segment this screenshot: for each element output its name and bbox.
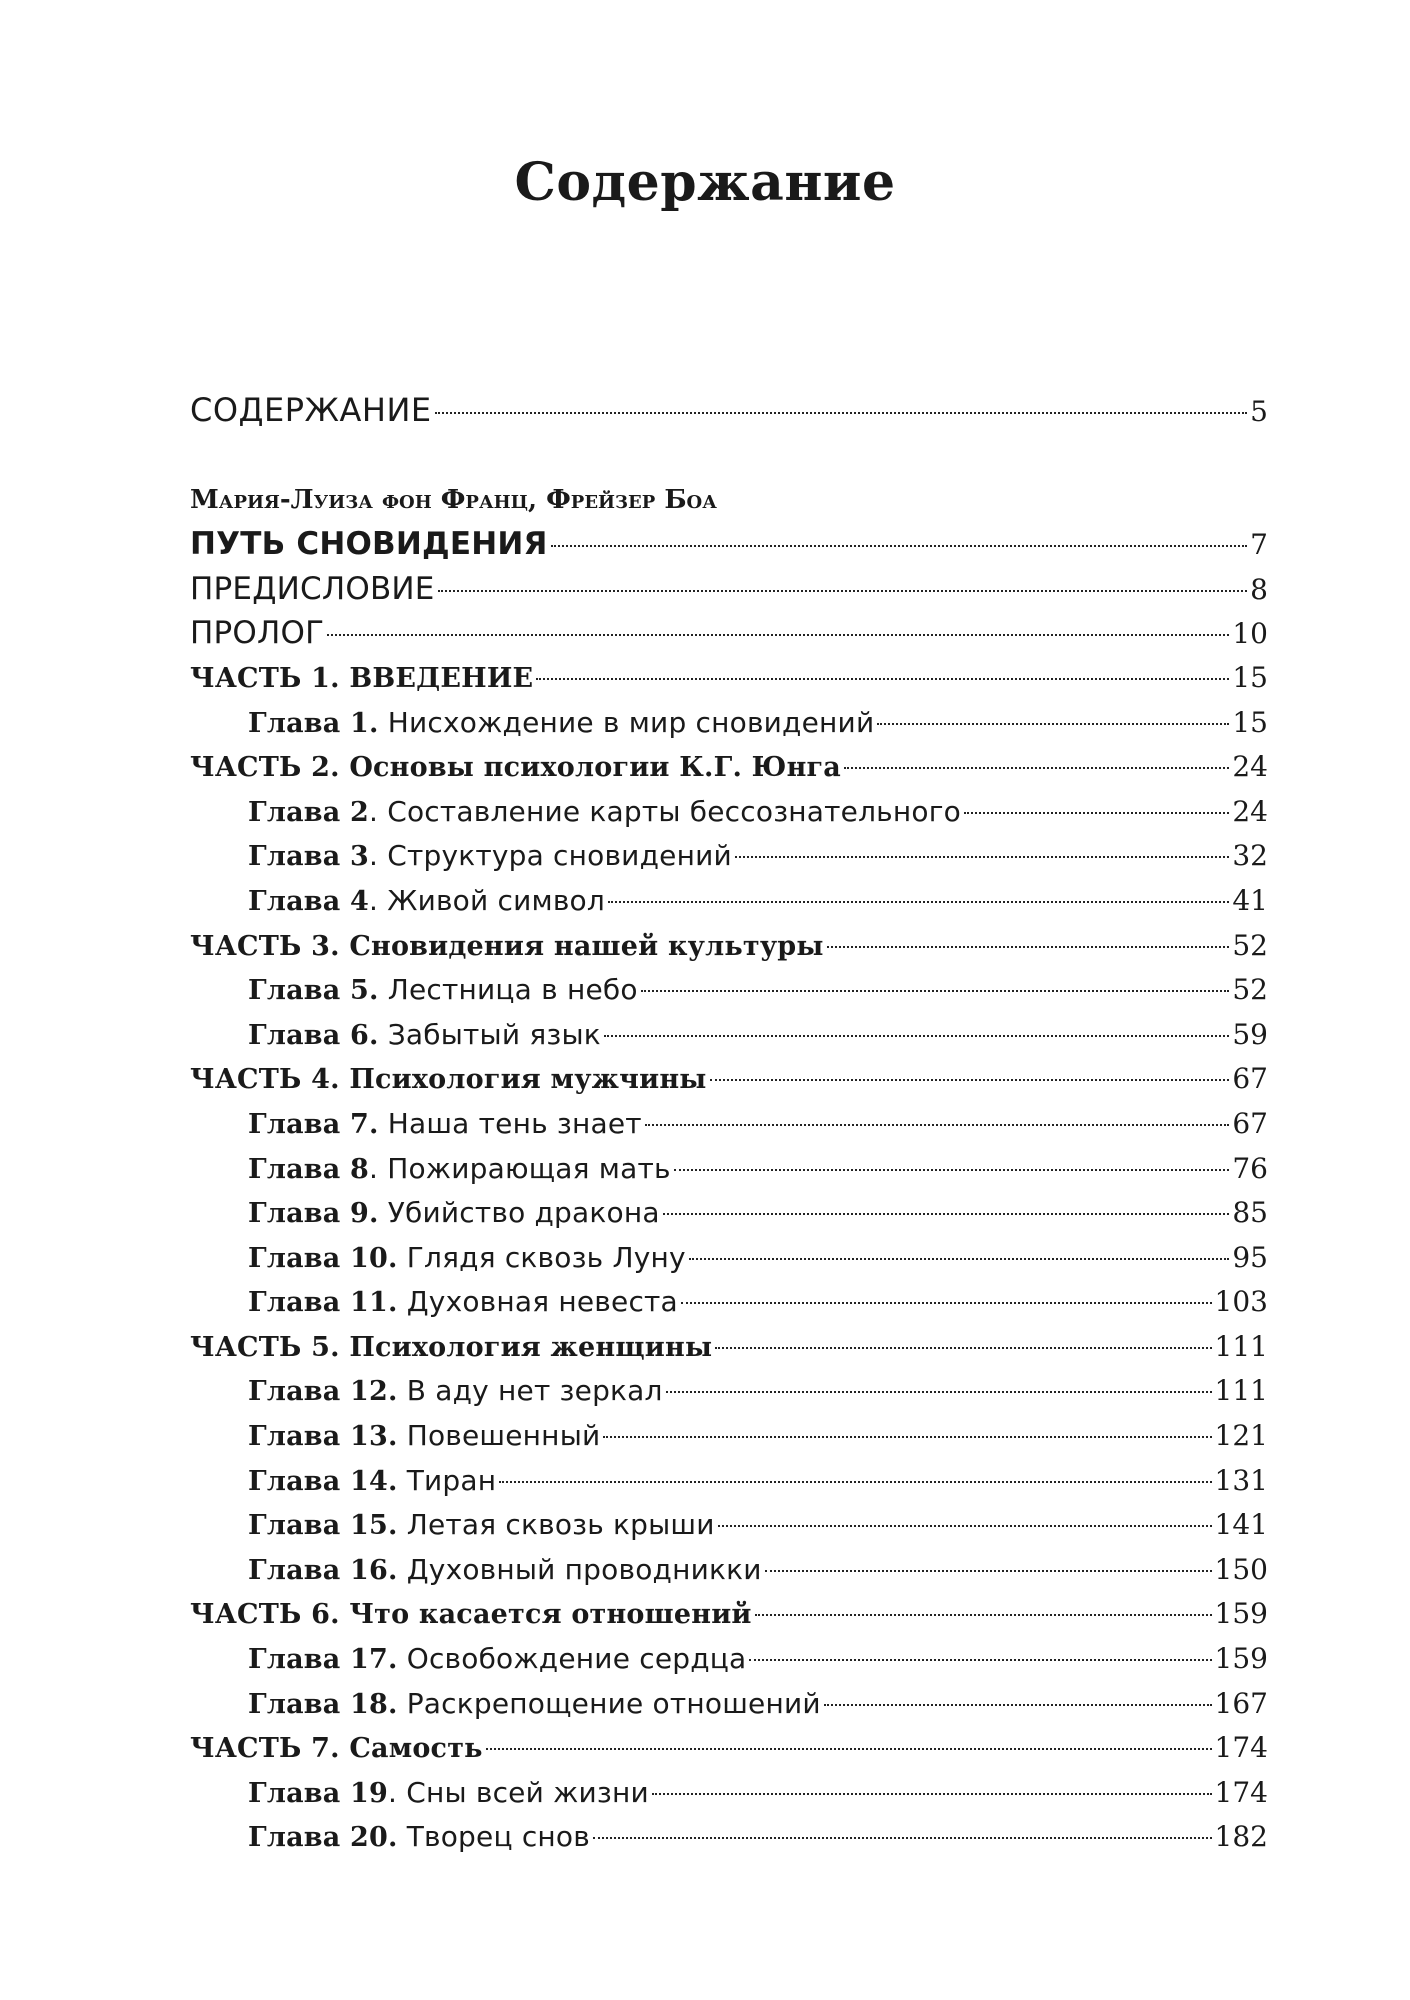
chapter-name: Духовный проводникки [406,1552,762,1586]
toc-entry-page: 174 [1214,1731,1268,1765]
part-name: Психология мужчины [349,1064,707,1096]
toc-entry-page: 121 [1214,1419,1268,1453]
chapter-name: Раскрепощение отношений [406,1686,821,1720]
toc-chapter-entry[interactable] [190,701,1268,746]
chapter-number: Глава 16. [248,1554,398,1586]
part-name: Сновидения нашей культуры [349,930,824,962]
dot-leader [755,1614,1212,1616]
toc-part-entry[interactable] [190,1325,1268,1370]
toc-entry-page: 95 [1232,1240,1268,1274]
toc-entry-page: 5 [1250,395,1268,428]
dot-leader [536,678,1229,680]
chapter-name: . Сны всей жизни [388,1775,649,1809]
part-number: ЧАСТЬ 6. [190,1599,340,1631]
toc-entry-label: СОДЕРЖАНИЕ [190,391,432,429]
toc-entry-page: 111 [1214,1329,1268,1363]
chapter-name: Забытый язык [387,1017,601,1051]
chapter-name: . Структура сновидений [369,839,732,873]
toc-entry-page: 24 [1232,794,1268,828]
toc-chapter-entry[interactable] [190,1236,1268,1281]
dot-leader [435,412,1248,414]
toc-entry-page: 24 [1232,750,1268,784]
dot-leader [663,1213,1230,1215]
chapter-name: Глядя сквозь Луну [406,1240,686,1274]
chapter-name: Лестница в небо [387,973,638,1007]
chapter-number: Глава 13. [248,1421,398,1453]
part-number: ЧАСТЬ 3. [190,930,340,962]
part-number: ЧАСТЬ 7. [190,1733,340,1765]
dot-leader [438,590,1248,592]
toc-entry-page: 174 [1214,1775,1268,1809]
toc-chapter-entry[interactable] [190,1771,1268,1816]
toc-chapter-label [248,1815,590,1861]
chapter-number: Глава 6. [248,1019,379,1051]
chapter-number: Глава 7. [248,1108,379,1140]
toc-entry-label: ПУТЬ СНОВИДЕНИЯ [190,526,548,563]
toc-chapter-label [248,1013,601,1059]
toc-entry-page: 10 [1232,617,1268,651]
toc-entry-prologue[interactable] [190,611,1268,656]
dot-leader [689,1258,1230,1260]
dot-leader [824,1704,1212,1706]
toc-entry-page: 52 [1232,973,1268,1007]
toc-chapter-label [248,834,732,880]
author-line: Мария-Луиза фон Франц, Фрейзер Боа [190,484,717,515]
toc-entry-page: 159 [1214,1642,1268,1676]
chapter-name: Убийство дракона [387,1196,660,1230]
toc-part-entry[interactable] [190,1592,1268,1637]
toc-chapter-label [248,1414,600,1460]
dot-leader [641,990,1230,992]
toc-chapter-entry[interactable] [190,1637,1268,1682]
toc-entry-page: 15 [1232,705,1268,739]
chapter-name: Освобождение сердца [406,1642,747,1676]
chapter-number: Глава 11. [248,1287,398,1319]
chapter-number: Глава 12. [248,1376,398,1408]
toc-entry-page: 8 [1250,572,1268,606]
toc-chapter-entry[interactable] [190,968,1268,1013]
parts-list [190,656,1268,1860]
toc-entry-page: 141 [1214,1508,1268,1542]
toc-part-label [190,1593,752,1638]
toc-chapter-label [248,1459,496,1505]
toc-part-label [190,1727,483,1772]
dot-leader [603,1436,1211,1438]
chapter-number: Глава 15. [248,1510,398,1542]
chapter-number: Глава 10. [248,1242,398,1274]
toc-part-entry[interactable] [190,745,1268,790]
dot-leader [604,1035,1229,1037]
chapter-name: В аду нет зеркал [406,1374,663,1408]
toc-chapter-entry[interactable] [190,1147,1268,1192]
toc-chapter-entry[interactable] [190,1548,1268,1593]
toc-chapter-entry[interactable] [190,1280,1268,1325]
dot-leader [715,1347,1211,1349]
part-name: Самость [349,1733,483,1765]
toc-part-entry[interactable] [190,1726,1268,1771]
part-name: Основы психологии К.Г. Юнга [349,752,842,784]
toc-chapter-entry[interactable] [190,1503,1268,1548]
dot-leader [710,1079,1230,1081]
toc-part-label [190,657,533,702]
chapter-name: Нисхождение в мир сновидений [387,705,875,739]
chapter-number: Глава 17. [248,1644,398,1676]
toc-entry-page: 41 [1232,883,1268,917]
toc-chapter-entry[interactable] [190,790,1268,835]
dot-leader [877,723,1229,725]
chapter-number: Глава 8 [248,1153,370,1185]
toc-chapter-label [248,1682,821,1728]
toc-chapter-entry[interactable] [190,1102,1268,1147]
toc-entry-page: 85 [1232,1196,1268,1230]
dot-leader [827,946,1230,948]
toc-chapter-entry[interactable] [190,1013,1268,1058]
part-number: ЧАСТЬ 2. [190,752,340,784]
toc-entry-page: 32 [1232,839,1268,873]
chapter-number: Глава 1. [248,707,379,739]
dot-leader [551,545,1248,547]
chapter-name: . Составление карты бессознательного [369,794,961,828]
toc-chapter-label [248,701,874,747]
dot-leader [681,1302,1212,1304]
part-name: Что касается отношений [349,1599,752,1631]
chapter-name: Духовная невеста [406,1285,678,1319]
toc-chapter-label [248,1771,649,1817]
chapter-name: Летая сквозь крыши [406,1508,715,1542]
toc-entry-page: 67 [1232,1106,1268,1140]
toc-entry-page: 167 [1214,1686,1268,1720]
toc-entry-page: 131 [1214,1463,1268,1497]
toc-entry-label: ПРЕДИСЛОВИЕ [190,570,435,607]
toc-entry-page: 111 [1214,1374,1268,1408]
chapter-name: Творец снов [406,1820,590,1854]
dot-leader [735,856,1229,858]
dot-leader [964,812,1229,814]
toc-chapter-entry[interactable] [190,1191,1268,1236]
toc-entry-book-title[interactable] [190,522,1268,567]
toc-chapter-label [248,1503,715,1549]
dot-leader [645,1124,1230,1126]
chapter-name: Повешенный [406,1419,601,1453]
part-name: ВВЕДЕНИЕ [349,662,534,694]
spacer [190,433,1268,478]
toc-part-entry[interactable] [190,656,1268,701]
dot-leader [749,1659,1211,1661]
table-of-contents [190,388,1268,1860]
chapter-number: Глава 4 [248,885,370,917]
toc-chapter-entry[interactable] [190,879,1268,924]
toc-chapter-entry[interactable] [190,1414,1268,1459]
toc-entry-page: 76 [1232,1151,1268,1185]
toc-entry-page: 15 [1232,660,1268,694]
toc-chapter-label [248,879,605,925]
dot-leader [765,1570,1212,1572]
chapter-number: Глава 14. [248,1465,398,1497]
toc-entry-page: 182 [1214,1820,1268,1854]
part-name: Психология женщины [349,1331,713,1363]
chapter-number: Глава 19 [248,1777,389,1809]
toc-chapter-label [248,968,638,1014]
dot-leader [652,1793,1212,1795]
toc-entry-page: 159 [1214,1597,1268,1631]
chapter-number: Глава 5. [248,975,379,1007]
chapter-number: Глава 3 [248,841,370,873]
chapter-number: Глава 2 [248,796,370,828]
toc-entry-page: 59 [1232,1017,1268,1051]
toc-entry-label: ПРОЛОГ [190,615,325,652]
toc-chapter-label [248,1548,762,1594]
toc-chapter-entry[interactable] [190,1815,1268,1860]
part-number: ЧАСТЬ 1. [190,662,340,694]
toc-chapter-label [248,1280,678,1326]
toc-chapter-label [248,790,961,836]
toc-entry-page: 103 [1214,1285,1268,1319]
chapter-number: Глава 18. [248,1688,398,1720]
chapter-name: Тиран [406,1463,497,1497]
toc-chapter-entry[interactable] [190,1459,1268,1504]
dot-leader [718,1525,1212,1527]
toc-chapter-label [248,1147,671,1193]
chapter-name: . Живой символ [369,883,605,917]
toc-part-label [190,925,824,970]
toc-entry-page: 150 [1214,1552,1268,1586]
dot-leader [674,1169,1230,1171]
toc-chapter-label [248,1369,663,1415]
toc-chapter-label [248,1637,746,1683]
dot-leader [844,767,1229,769]
chapter-name: . Пожирающая мать [369,1151,671,1185]
part-number: ЧАСТЬ 4. [190,1064,340,1096]
toc-entry-contents[interactable] [190,388,1268,433]
toc-entry-preface[interactable] [190,567,1268,612]
toc-entry-page: 52 [1232,928,1268,962]
dot-leader [486,1748,1212,1750]
toc-entry-page: 7 [1250,528,1268,562]
page-title: Содержание [514,152,896,213]
chapter-number: Глава 9. [248,1198,379,1230]
toc-part-label [190,1326,712,1371]
dot-leader [327,634,1229,636]
dot-leader [608,901,1229,903]
part-number: ЧАСТЬ 5. [190,1331,340,1363]
toc-chapter-label [248,1102,642,1148]
toc-chapter-entry[interactable] [190,1369,1268,1414]
toc-entry-page: 67 [1232,1062,1268,1096]
toc-part-label [190,1058,707,1103]
chapter-name: Наша тень знает [387,1106,642,1140]
toc-part-entry[interactable] [190,924,1268,969]
toc-chapter-label [248,1191,660,1237]
toc-chapter-entry[interactable] [190,834,1268,879]
toc-part-entry[interactable] [190,1057,1268,1102]
toc-chapter-entry[interactable] [190,1682,1268,1727]
chapter-number: Глава 20. [248,1822,398,1854]
dot-leader [593,1837,1212,1839]
dot-leader [499,1481,1211,1483]
toc-part-label [190,746,841,791]
dot-leader [666,1391,1212,1393]
toc-chapter-label [248,1236,686,1282]
